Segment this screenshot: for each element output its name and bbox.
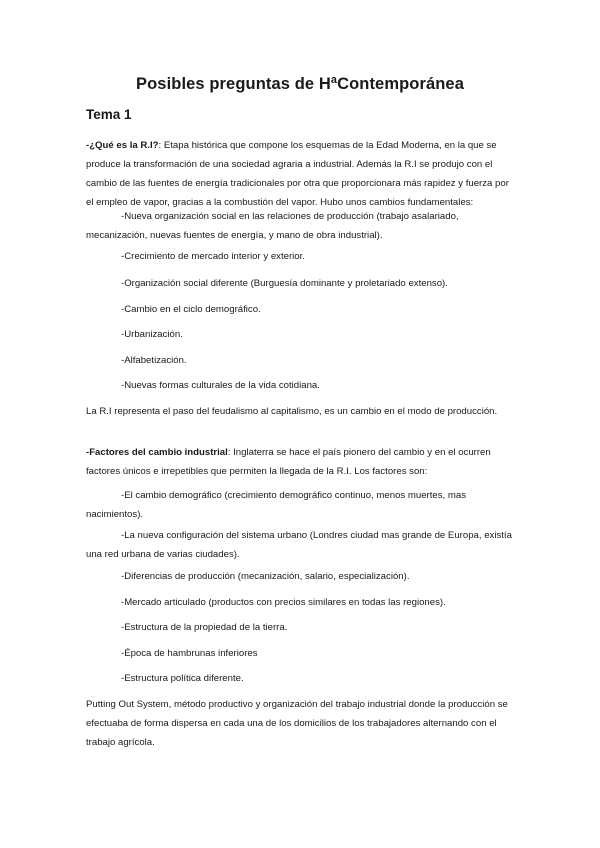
change-item: -Crecimiento de mercado interior y exterior.: [121, 251, 305, 262]
putting-out-paragraph: Putting Out System, método productivo y organización del trabajo industrial donde la producción se efectuaba de forma dispersa en cada una de los domicilios de los trabajadores alternando con el trabajo agrícola.: [86, 699, 508, 748]
question-2-text: : Inglaterra se hace el país pionero del cambio y en el ocurren factores únicos e irrepetibles que permiten la llegada de la R.I. Los factores son:: [86, 447, 491, 477]
factor-item: -Mercado articulado (productos con precios similares en todas las regiones).: [121, 597, 446, 608]
factor-item: -Estructura política diferente.: [121, 673, 244, 684]
factor-item: -La nueva configuración del sistema urbano (Londres ciudad mas grande de Europa, existía una red urbana de varias ciudades).: [86, 530, 512, 560]
question-1-text: : Etapa histórica que compone los esquemas de la Edad Moderna, en la que se produce la transformación de una sociedad agraria a industrial. Además la R.I se produjo con el cambio de las fuentes de energía tradicionales por otra que proporcionara más rapidez y fuerza por el empleo de vapor, gracias a la combustión del vapor. Hubo unos cambios fundamentales:: [86, 140, 509, 208]
change-item: -Alfabetización.: [121, 355, 187, 366]
change-item: -Nueva organización social en las relaciones de producción (trabajo asalariado, mecanización, nuevas fuentes de energía, y mano de obra industrial).: [86, 211, 459, 241]
factor-item: -Estructura de la propiedad de la tierra.: [121, 622, 288, 633]
change-item: -Urbanización.: [121, 329, 183, 340]
change-item: -Nuevas formas culturales de la vida cotidiana.: [121, 380, 320, 391]
factor-item: -Diferencias de producción (mecanización, salario, especialización).: [121, 571, 410, 582]
question-1-paragraph: [86, 136, 514, 212]
question-2-paragraph: [86, 443, 514, 481]
section-heading: Tema 1: [86, 107, 132, 122]
page-title: Posibles preguntas de HªContemporánea: [136, 75, 464, 93]
question-1-label: -¿Qué es la R.I?: [86, 140, 159, 151]
factor-item: -El cambio demográfico (crecimiento demográfico continuo, menos muertes, mas nacimientos).: [86, 490, 466, 520]
question-2-label: -Factores del cambio industrial: [86, 447, 228, 458]
change-item: -Cambio en el ciclo demográfico.: [121, 304, 261, 315]
summary-paragraph: La R.I representa el paso del feudalismo al capitalismo, es un cambio en el modo de producción.: [86, 406, 498, 417]
factor-item: -Época de hambrunas inferiores: [121, 648, 258, 659]
change-item: -Organización social diferente (Burguesía dominante y proletariado extenso).: [121, 278, 448, 289]
